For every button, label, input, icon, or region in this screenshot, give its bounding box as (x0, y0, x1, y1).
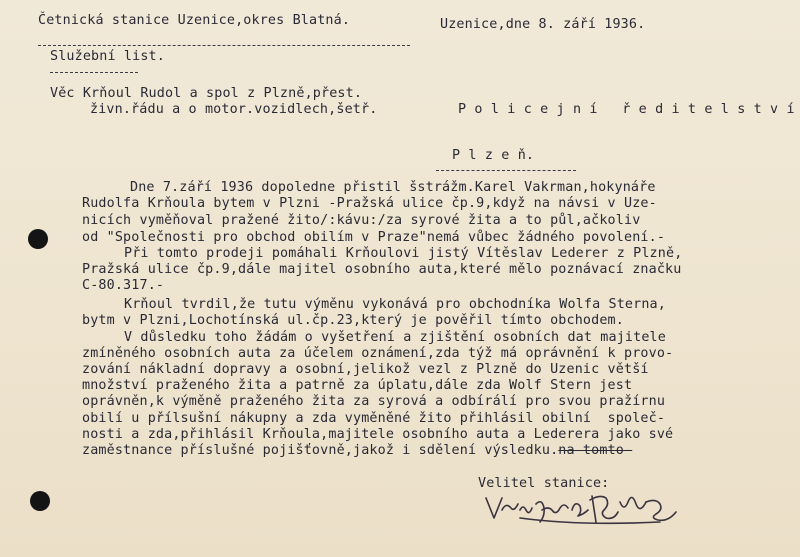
body-line: oprávněn,k výměně praženého žita za syrová a odbírálí pro svou pražírnu (82, 394, 666, 409)
body-line: Rudolfa Krňoula bytem v Plzni -Pražská ulice čp.9,když na návsi v Uze- (82, 196, 657, 211)
body-line: bytm v Plzni,Lochotínská ul.čp.23,který je pověřil tímto obchodem. (82, 313, 624, 328)
body-line: Pražská ulice čp.9,dále majitel osobního auta,které mělo poznávací značku (82, 262, 682, 277)
document-type-rule (50, 72, 138, 73)
body-line: nicích vyměňoval pražené žito/:kávu:/za syrové žita a to půl,ačkoliv (82, 213, 641, 228)
recipient: P o l i c e j n í ř e d i t e l s t v í (458, 102, 795, 117)
body-line: množství praženého žita a patrně za úplatu,dále zda Wolf Stern jest (82, 378, 633, 393)
body-line: V důsledku toho žádám o vyšetření a zjištění osobních dat majitele (124, 330, 666, 345)
place-date: Uzenice,dne 8. září 1936. (440, 17, 646, 32)
body-line: od "Společnosti pro obchod obilím v Praze"nemá vůbec žádného povolení.- (82, 230, 666, 245)
recipient-city: P l z e ň. (452, 148, 535, 163)
body-line: nosti a zda,přihlásil Krňoula,majitele osobního auta a Lederera jako své (82, 427, 674, 442)
body-line: C-80.317.- (82, 278, 165, 293)
punch-hole (28, 229, 48, 249)
body-line: obilí u přílsušní nákupny a zda vyměněné žito přihlásil obilní společ- (82, 411, 666, 426)
document-type: Služební list. (50, 49, 165, 64)
body-line: Při tomto prodeji pomáhali Krňoulovi jistý Vítěslav Lederer z Plzně, (124, 246, 683, 261)
body-line-final-text: zaměstnance příslušné pojišťovně,jakož i sdělení výsledku. (82, 443, 559, 458)
signature-label: Velitel stanice: (478, 476, 610, 491)
subject-line-1: Věc Krňoul Rudol a spol z Plzně,přest. (50, 86, 363, 101)
header-rule (38, 45, 410, 46)
body-line: zmíněného osobních auta za účelem oznámení,zda týž má oprávnění k provo- (82, 346, 674, 361)
body-line-final (82, 443, 632, 458)
body-line: Krňoul tvrdil,že tutu výměnu vykonává pro obchodníka Wolfa Sterna, (124, 297, 666, 312)
body-line: Dne 7.září 1936 dopoledne přistil šstrážm.Karel Vakrman,hokynáře (130, 180, 656, 195)
handwritten-signature (480, 490, 690, 532)
subject-line-2: živn.řádu a o motor.vozidlech,šetř. (90, 102, 378, 117)
punch-hole (30, 491, 50, 511)
struck-text: na tomto- (558, 443, 633, 458)
station-header: Četnická stanice Uzenice,okres Blatná. (38, 13, 351, 28)
body-line: zování nákladní dopravy a osobní,jelikož vezl z Plzně do Uzenic větší (82, 362, 649, 377)
recipient-city-rule (436, 170, 576, 171)
